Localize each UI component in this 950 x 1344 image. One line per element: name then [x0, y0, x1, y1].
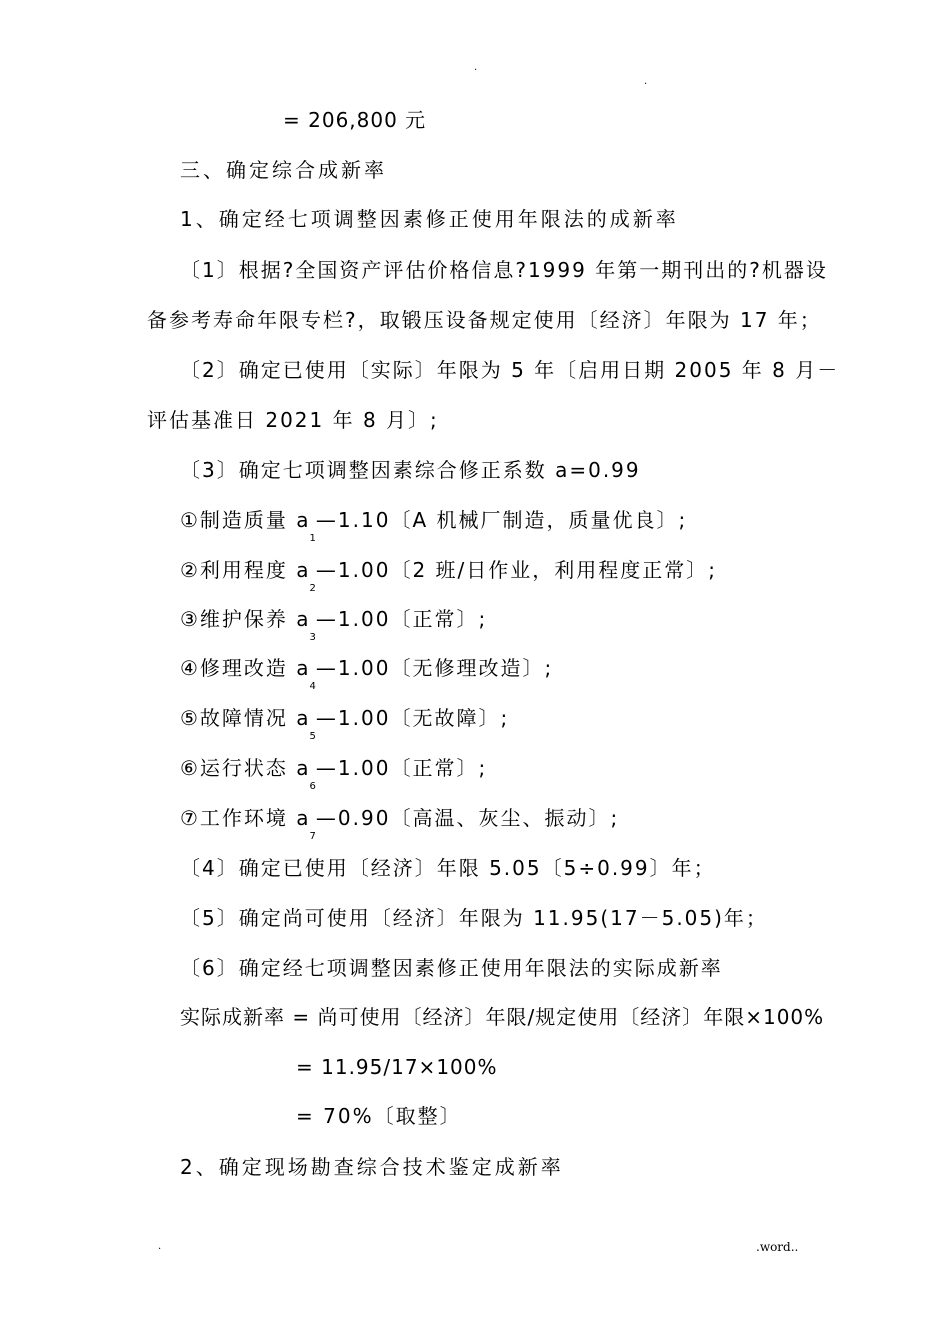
factor-4: [180, 656, 554, 692]
subsection-heading-1: 1、确定经七项调整因素修正使用年限法的成新率: [180, 207, 679, 231]
paragraph-2-line-1: 〔2〕确定已使用〔实际〕年限为 5 年〔启用日期 2005 年 8 月－: [180, 358, 840, 382]
factor-6-suffix: —1.00〔正常〕;: [315, 756, 488, 780]
factor-5-prefix: ⑤故障情况 a: [180, 706, 311, 730]
subsection-heading-2: 2、确定现场勘查综合技术鉴定成新率: [180, 1155, 564, 1179]
factor-5-subscript: 5: [309, 731, 316, 742]
factor-2: [180, 558, 718, 594]
formula-line: 实际成新率 = 尚可使用〔经济〕年限/规定使用〔经济〕年限×100%: [180, 1005, 825, 1029]
factor-5-suffix: —1.00〔无故障〕;: [315, 706, 510, 730]
factor-7-subscript: 7: [309, 831, 316, 842]
paragraph-2-line-2: 评估基准日 2021 年 8 月〕;: [147, 408, 439, 432]
factor-7-prefix: ⑦工作环境 a: [180, 806, 311, 830]
section-heading: 三、确定综合成新率: [180, 158, 387, 182]
factor-1-prefix: ①制造质量 a: [180, 508, 311, 532]
factor-3: [180, 607, 488, 643]
paragraph-1-line-1: 〔1〕根据?全国资产评估价格信息?1999 年第一期刊出的?机器设: [180, 258, 828, 282]
paragraph-6: 〔6〕确定经七项调整因素修正使用年限法的实际成新率: [180, 956, 723, 980]
factor-1-subscript: 1: [309, 533, 316, 544]
formula-step-2: = 70%〔取整〕: [296, 1104, 462, 1128]
factor-3-prefix: ③维护保养 a: [180, 607, 311, 631]
factor-7-suffix: —0.90〔高温、灰尘、振动〕;: [315, 806, 620, 830]
paragraph-5: 〔5〕确定尚可使用〔经济〕年限为 11.95(17－5.05)年；: [180, 906, 768, 930]
paragraph-1-line-2: 备参考寿命年限专栏?，取锻压设备规定使用〔经济〕年限为 17 年；: [147, 308, 822, 332]
factor-6-subscript: 6: [309, 781, 316, 792]
factor-2-suffix: —1.00〔2 班/日作业，利用程度正常〕;: [315, 558, 718, 582]
factor-2-subscript: 2: [309, 583, 316, 594]
factor-2-prefix: ②利用程度 a: [180, 558, 311, 582]
factor-7: [180, 806, 620, 842]
formula-step-1: = 11.95/17×100%: [296, 1055, 498, 1079]
footer-word-mark: .word..: [756, 1240, 799, 1254]
footer-dot-left: .: [158, 1241, 162, 1252]
paragraph-3: 〔3〕确定七项调整因素综合修正系数 a=0.99: [180, 458, 641, 482]
header-dot-right: .: [644, 76, 648, 87]
factor-6: [180, 756, 488, 792]
factor-4-prefix: ④修理改造 a: [180, 656, 311, 680]
factor-1: [180, 508, 688, 544]
factor-1-suffix: —1.10〔A 机械厂制造，质量优良〕;: [315, 508, 688, 532]
header-dot-left: .: [474, 62, 478, 73]
factor-5: [180, 706, 510, 742]
factor-3-subscript: 3: [309, 632, 316, 643]
factor-4-suffix: —1.00〔无修理改造〕;: [315, 656, 554, 680]
factor-6-prefix: ⑥运行状态 a: [180, 756, 311, 780]
paragraph-4: 〔4〕确定已使用〔经济〕年限 5.05〔5÷0.99〕年；: [180, 856, 716, 880]
factor-4-subscript: 4: [309, 681, 316, 692]
result-line: = 206,800 元: [283, 108, 427, 132]
factor-3-suffix: —1.00〔正常〕;: [315, 607, 488, 631]
